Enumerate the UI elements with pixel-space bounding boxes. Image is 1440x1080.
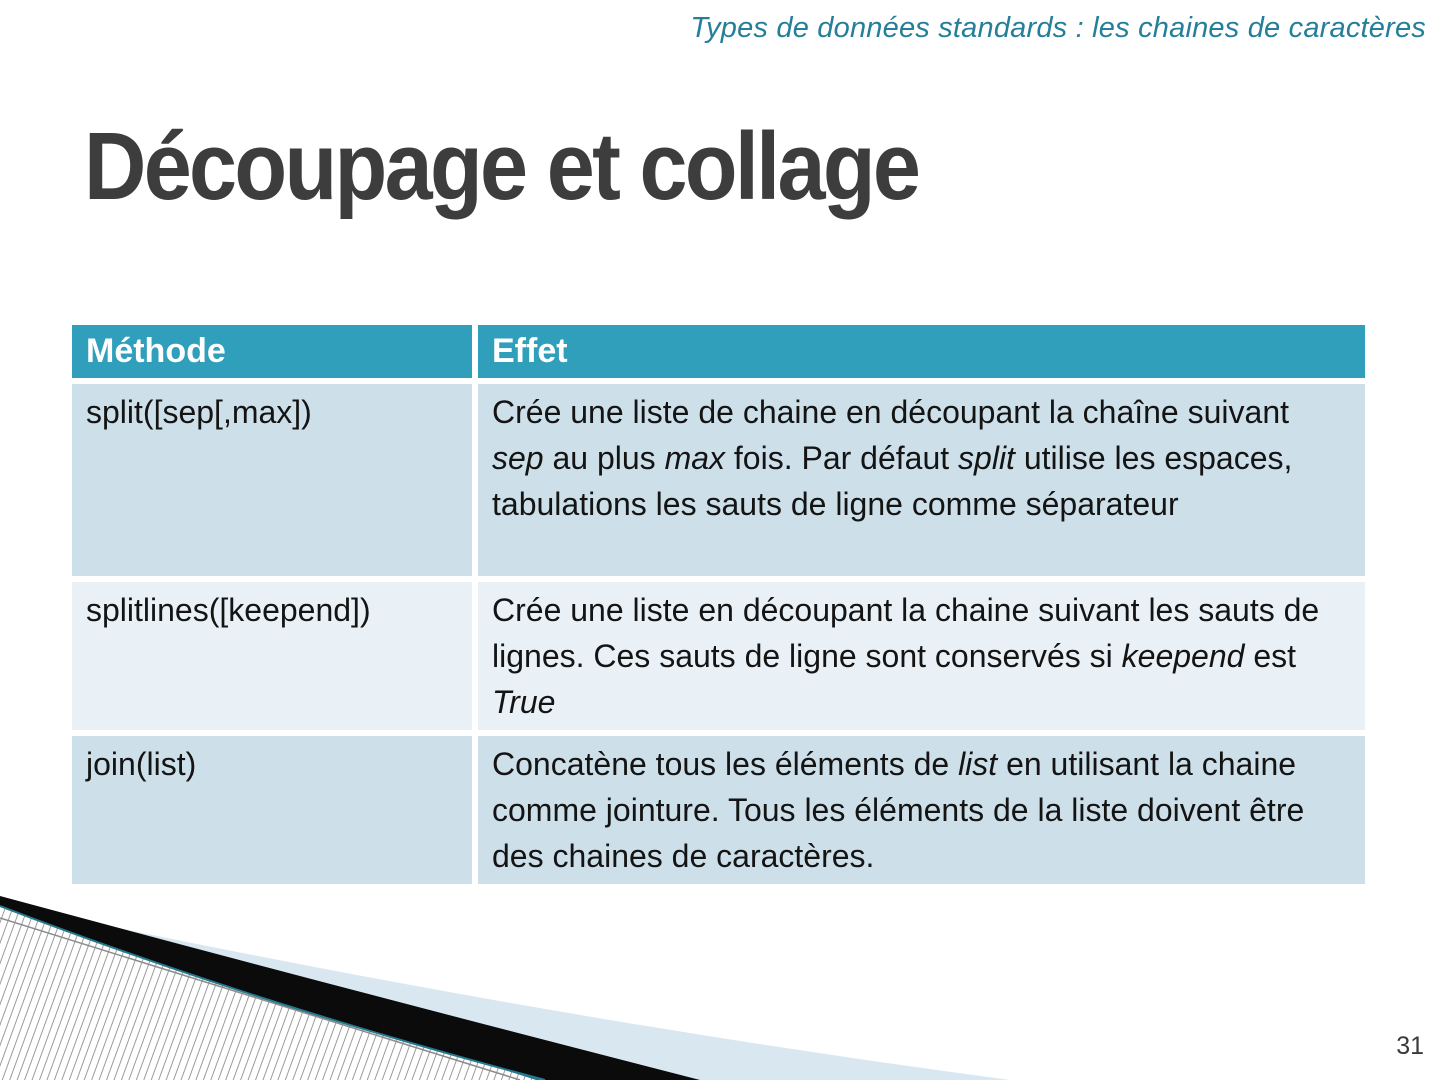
methods-table: [72, 325, 1365, 884]
black-swoosh-shape: [0, 896, 700, 1080]
header-title: Types de données standards : les chaines de caractères: [690, 12, 1426, 44]
method-cell-split: split([sep[,max]): [72, 384, 472, 576]
hatch-triangle-shape: [0, 905, 540, 1080]
page-title: Découpage et collage: [84, 113, 919, 220]
blue-wedge-shape: [10, 905, 1010, 1080]
table-header-effet: Effet: [478, 325, 1365, 378]
effect-cell-join: Concatène tous les éléments de list en utilisant la chaine comme jointure. Tous les éléments de la liste doivent être des chaines de caractères.: [478, 736, 1365, 884]
effect-cell-splitlines: Crée une liste en découpant la chaine suivant les sauts de lignes. Ces sauts de ligne sont conservés si keepend est True: [478, 582, 1365, 730]
method-cell-join: join(list): [72, 736, 472, 884]
slide-header: [0, 12, 1426, 45]
teal-underline: [0, 906, 545, 1080]
gray-inner-line: [0, 918, 520, 1080]
method-cell-splitlines: splitlines([keepend]): [72, 582, 472, 730]
table-header-methode: Méthode: [72, 325, 472, 378]
effect-cell-split: Crée une liste de chaine en découpant la chaîne suivant sep au plus max fois. Par défaut split utilise les espaces, tabulations les sauts de ligne comme séparateur: [478, 384, 1365, 576]
page-number: 31: [1396, 1032, 1424, 1060]
teal-edge-line: [0, 905, 540, 1080]
